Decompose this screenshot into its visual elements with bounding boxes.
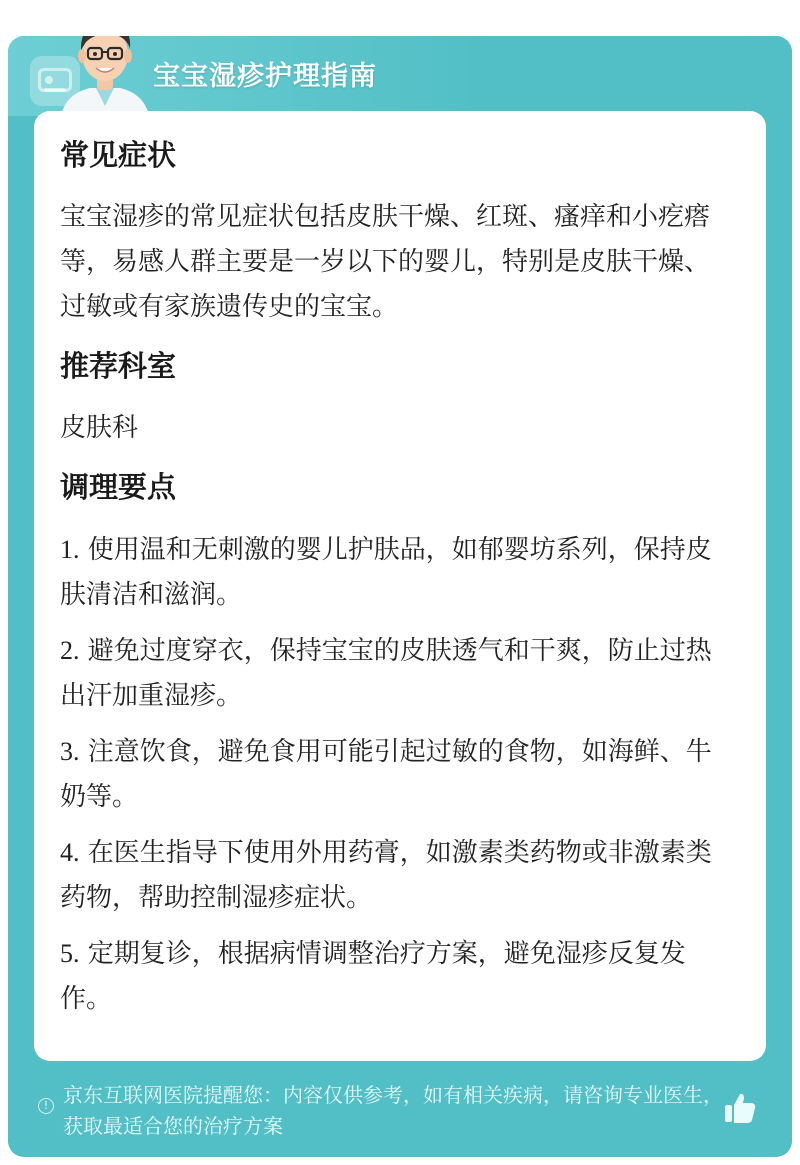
thumbs-up-icon[interactable] [722, 1090, 758, 1126]
department-text: 皮肤科 [60, 413, 139, 443]
list-item: 1. 使用温和无刺激的婴儿护肤品，如郁婴坊系列，保持皮肤清洁和滋润。 [60, 535, 712, 610]
doctor-avatar-icon [50, 36, 160, 120]
section-title-care: 调理要点 [60, 470, 177, 504]
care-list [60, 527, 730, 1022]
list-item: 5. 定期复诊，根据病情调整治疗方案，避免湿疹反复发作。 [60, 939, 686, 1014]
list-item: 4. 在医生指导下使用外用药膏，如激素类药物或非激素类药物，帮助控制湿疹症状。 [60, 838, 712, 913]
footer-notice [8, 1074, 792, 1154]
content-card [34, 111, 766, 1061]
section-title-symptoms: 常见症状 [60, 138, 177, 172]
page-title: 宝宝湿疹护理指南 [153, 61, 377, 92]
content-body [60, 135, 730, 1022]
list-item: 2. 避免过度穿衣，保持宝宝的皮肤透气和干爽，防止过热出汗加重湿疹。 [60, 636, 712, 711]
footer-text: 京东互联网医院提醒您：内容仅供参考，如有相关疾病，请咨询专业医生，获取最适合您的治疗方案 [63, 1083, 723, 1138]
section-title-department: 推荐科室 [60, 349, 177, 383]
symptoms-text: 宝宝湿疹的常见症状包括皮肤干燥、红斑、瘙痒和小疙瘩等，易感人群主要是一岁以下的婴儿，特别是皮肤干燥、过敏或有家族遗传史的宝宝。 [60, 202, 711, 322]
list-item: 3. 注意饮食，避免食用可能引起过敏的食物，如海鲜、牛奶等。 [60, 737, 712, 812]
info-icon: ! [38, 1098, 54, 1114]
guide-panel [8, 36, 792, 1157]
